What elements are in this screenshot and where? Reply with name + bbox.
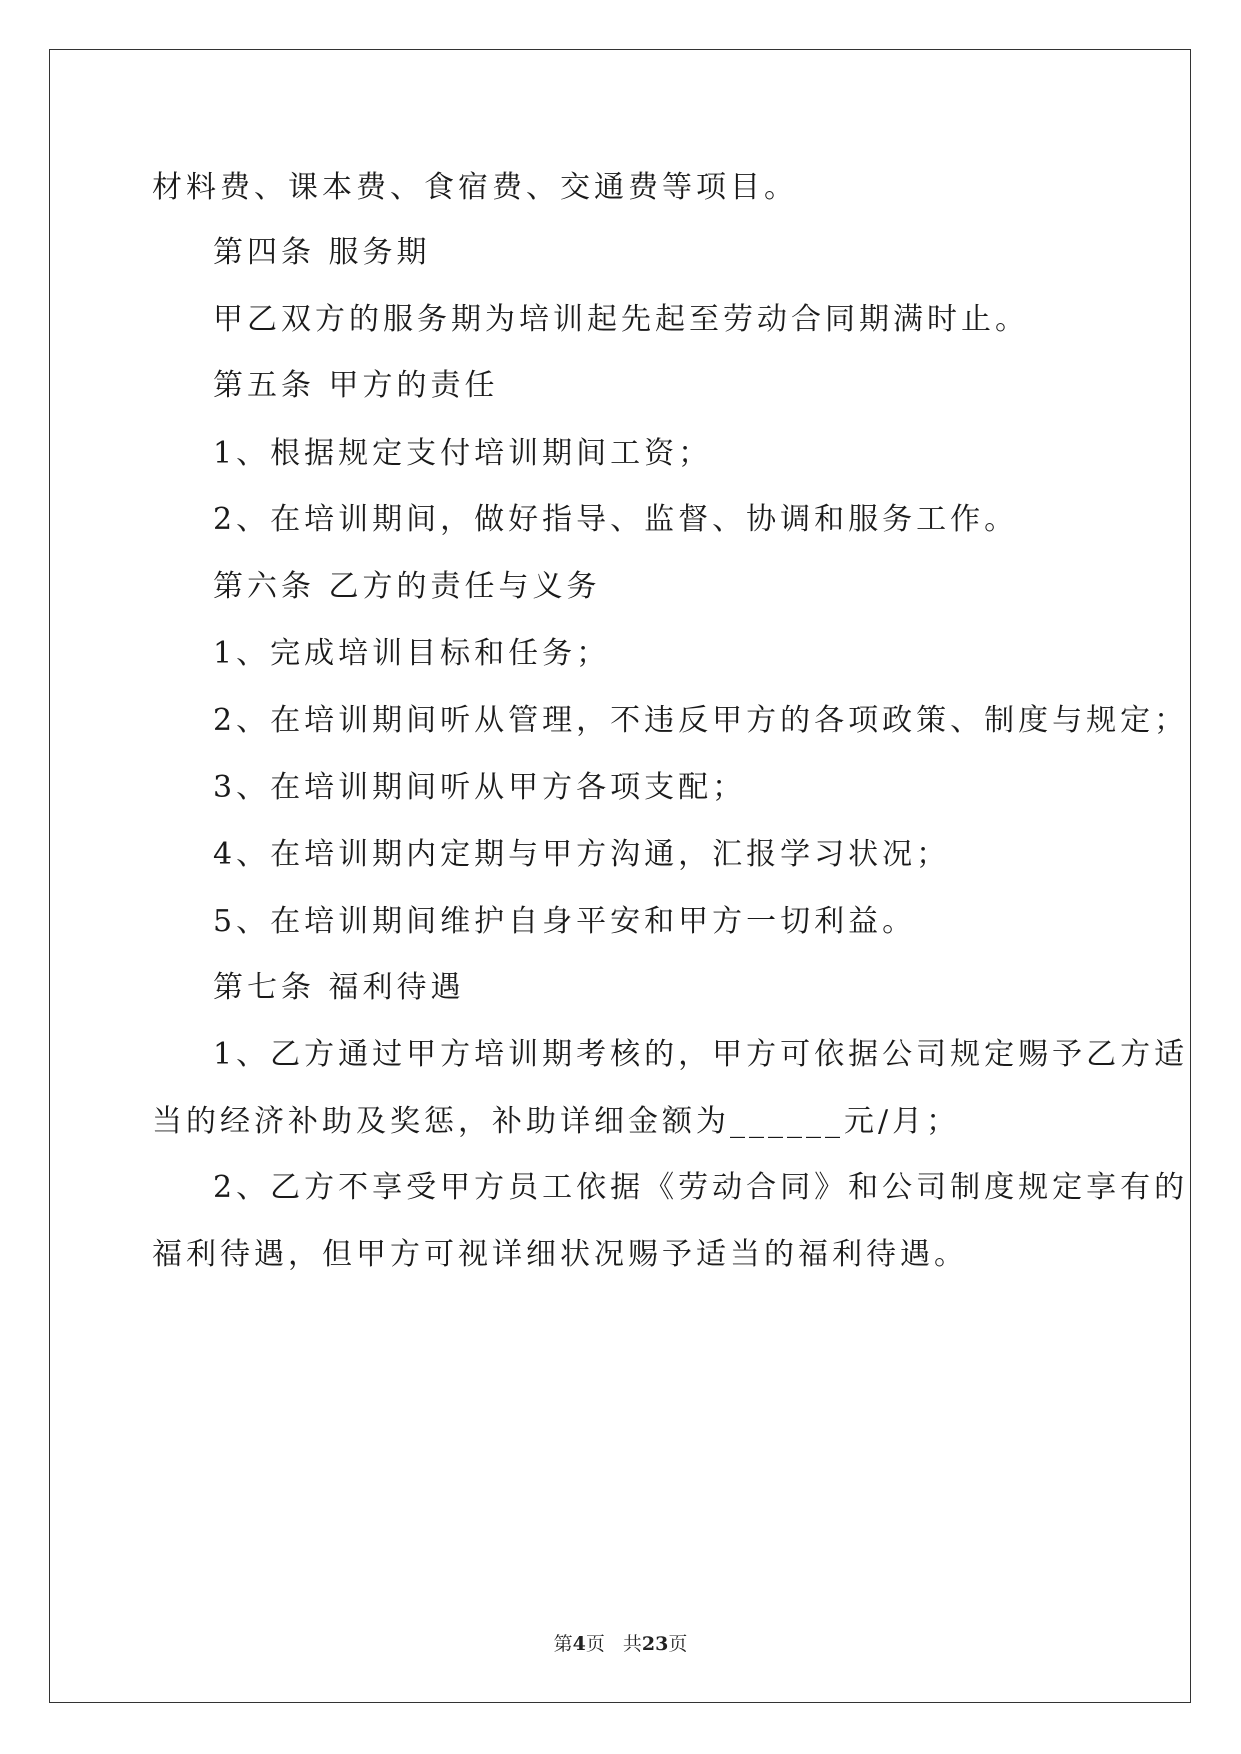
text-line: 当的经济补助及奖惩，补助详细金额为______元/月；	[152, 1104, 961, 1139]
footer-page-suffix: 页	[585, 1633, 605, 1655]
footer-total-prefix: 共	[622, 1633, 642, 1655]
list-item: 1、根据规定支付培训期间工资；	[213, 436, 713, 471]
list-item: 4、在培训期内定期与甲方沟通，汇报学习状况；	[213, 837, 951, 872]
list-item: 2、乙方不享受甲方员工依据《劳动合同》和公司制度规定享有的	[213, 1170, 1189, 1205]
footer-total-suffix: 页	[668, 1633, 688, 1655]
list-item: 2、在培训期间，做好指导、监督、协调和服务工作。	[213, 502, 1019, 537]
list-item: 5、在培训期间维护自身平安和甲方一切利益。	[213, 904, 917, 939]
list-item: 1、乙方通过甲方培训期考核的，甲方可依据公司规定赐予乙方适	[213, 1037, 1189, 1072]
text-line: 甲乙双方的服务期为培训起先起至劳动合同期满时止。	[213, 302, 1029, 337]
page-border	[49, 49, 1191, 1703]
section-heading: 第七条 福利待遇	[213, 970, 465, 1005]
text-line: 材料费、课本费、食宿费、交通费等项目。	[152, 170, 798, 205]
text-line: 福利待遇，但甲方可视详细状况赐予适当的福利待遇。	[152, 1237, 968, 1272]
footer-page-number: 4	[572, 1633, 586, 1655]
section-heading: 第五条 甲方的责任	[213, 368, 499, 403]
list-item: 1、完成培训目标和任务；	[213, 636, 611, 671]
section-heading: 第四条 服务期	[213, 235, 431, 270]
section-heading: 第六条 乙方的责任与义务	[213, 569, 601, 604]
footer-total-pages: 23	[641, 1633, 669, 1655]
list-item: 2、在培训期间听从管理，不违反甲方的各项政策、制度与规定；	[213, 703, 1189, 738]
footer-page-prefix: 第	[553, 1633, 573, 1655]
page-footer	[0, 1632, 1241, 1656]
list-item: 3、在培训期间听从甲方各项支配；	[213, 770, 747, 805]
